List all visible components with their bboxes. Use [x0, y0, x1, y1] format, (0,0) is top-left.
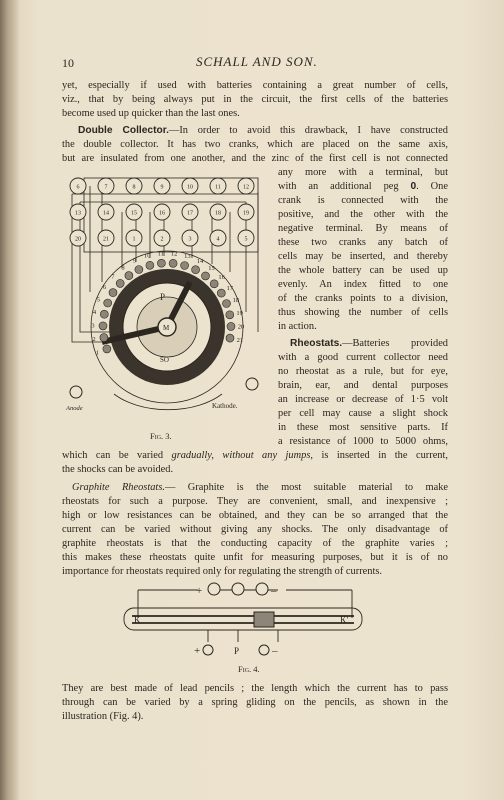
dc-right-line: of the cranks points to a division,	[278, 293, 448, 304]
rheostats-text-c: , is inserted in the current,	[310, 450, 448, 461]
dial-contact-stud	[125, 272, 133, 280]
dial-number: 13	[184, 252, 191, 260]
closing-line: They are best made of lead pencils ; the length which the current has to pass	[62, 683, 448, 694]
dc-right-line: thus showing the number of cells	[278, 307, 448, 318]
dial-number: 3	[91, 322, 95, 330]
dial-number: 14	[196, 257, 204, 265]
battery-cell-label: 2	[160, 236, 164, 243]
fig3-label-kathode: Kathode.	[212, 402, 238, 410]
dial-number: 16	[218, 274, 225, 281]
fig4-label-minus-top: –	[271, 585, 277, 597]
fig4-label-plus-top: +	[196, 585, 203, 597]
dial-contact-stud	[100, 310, 108, 318]
dial-contact-stud	[223, 300, 231, 308]
dial-number: 11	[157, 250, 164, 258]
double-collector-line2: the double collector. It has two cranks, which are placed on the same axis,	[62, 139, 448, 150]
rh-right-line: a resistance of 1000 to 5000 ohms,	[278, 436, 448, 447]
rheostats-text-italic: gradually, without any jumps	[171, 450, 311, 461]
dial-number: 10	[143, 252, 151, 260]
battery-cell-label: 13	[75, 210, 81, 217]
dial-contact-stud	[181, 262, 189, 270]
dial-contact-stud	[116, 279, 124, 287]
battery-cell-label: 20	[75, 236, 81, 243]
dial-number: 12	[170, 250, 178, 258]
battery-cell-label: 9	[160, 184, 164, 191]
graphite-heading: Graphite Rheostats.	[72, 482, 165, 493]
battery-cell-label: 12	[243, 184, 249, 191]
battery-cell-label: 16	[159, 210, 165, 217]
battery-cell-label: 19	[243, 210, 249, 217]
para1-line3: become used up quicker than the last ones.	[62, 108, 240, 119]
dial-contact-stud	[192, 266, 200, 274]
dc-peg-label: 0	[410, 181, 417, 192]
dial-number: 5	[96, 296, 101, 304]
rh-right-line: per cell may cause a slight shock	[278, 408, 448, 419]
sliding-spring	[254, 612, 274, 627]
graphite-line: importance for rheostats required only for regulating the strength of currents.	[62, 566, 382, 577]
battery-cell-label: 6	[76, 184, 80, 191]
battery-cell-label: 11	[215, 184, 221, 191]
dc-right-line: in action.	[278, 321, 317, 332]
double-collector-line1-text: —In order to avoid this drawback, I have constructed	[168, 125, 448, 136]
figure4-caption: Fig. 4.	[238, 664, 260, 674]
double-collector-line1	[62, 124, 448, 138]
battery-cell-label: 15	[131, 210, 137, 217]
double-collector-heading: Double Collector.	[78, 125, 169, 136]
dc-peg-suffix: . One	[416, 181, 448, 192]
dial-contact-stud	[226, 334, 234, 342]
dial-contact-stud	[100, 334, 108, 342]
dial-number: 2	[92, 336, 96, 344]
figure4-graphite-rheostat-illustration	[118, 578, 368, 662]
dc-peg-text: with an additional peg	[278, 181, 399, 192]
battery-cell-label: 5	[244, 236, 248, 243]
dc-right-line: negative terminal. By means of	[278, 223, 448, 234]
dial-contact-stud	[104, 299, 112, 307]
top-terminal-3	[256, 583, 268, 595]
closing-line: through can be varied by a spring gliding on the pencils, as shown in the	[62, 697, 448, 708]
graphite-line: graphite rheostats is that the conducting capacity of the graphite varies ;	[62, 538, 448, 549]
dc-right-line: evenly. An index fitted to one	[278, 279, 448, 290]
dial-number: 15	[208, 264, 215, 272]
fig3-label-p: P	[160, 292, 166, 302]
fig4-label-k-prime: K'	[340, 615, 349, 625]
dial-contact-stud	[146, 261, 154, 269]
battery-cell-label: 3	[188, 236, 192, 243]
dial-contact-stud	[135, 266, 143, 274]
battery-cell-label: 18	[215, 210, 221, 217]
graphite-line: high or low resistances can be obtained, and they can be so arranged that the	[62, 510, 448, 521]
rheostats-line1	[278, 337, 448, 351]
para1-line1: yet, especially if used with batteries containing a great number of cells,	[62, 80, 448, 91]
figure3-caption: Fig. 3.	[150, 431, 172, 441]
rheostats-full-line1	[62, 449, 448, 463]
figure3-double-collector-illustration	[62, 172, 272, 427]
kathode-terminal	[246, 378, 258, 390]
dc-right-line: positive, and the other with the	[278, 209, 448, 220]
dial-contact-stud	[169, 259, 177, 267]
dial-number: 6	[102, 284, 107, 292]
para1-line2: viz., that by being always put in the circuit, the first cells of the batteries	[62, 94, 448, 105]
graphite-line: rheostats for such a purpose. They are convenient, small, and inexpensive ;	[62, 496, 448, 507]
dial-number: 4	[92, 309, 97, 317]
dial-number: 20	[237, 323, 245, 331]
dial-number: 9	[132, 257, 137, 265]
anode-terminal	[70, 386, 82, 398]
dc-right-line: crank is connected with the	[278, 195, 448, 206]
rheostats-full-line2: the shocks can be avoided.	[62, 464, 174, 475]
dc-right-line: any more with a terminal, but	[278, 167, 448, 178]
double-collector-line3: but are insulated from one another, and the zinc of the first cell is not connected	[62, 153, 448, 164]
rh-right-line: with a good current collector need	[278, 352, 448, 363]
dial-contact-stud	[227, 322, 235, 330]
rh-right-line: an increase or decrease of 1·5 volt	[278, 394, 448, 405]
dial-number: 19	[236, 309, 243, 317]
dial-contact-stud	[103, 345, 111, 353]
rh-right-line: brain, ear, and dental purposes	[278, 380, 448, 391]
rheostats-heading: Rheostats.	[290, 338, 343, 349]
dial-number: 21	[236, 336, 244, 344]
battery-cell-label: 7	[104, 184, 108, 191]
fig4-label-minus-bottom: –	[272, 645, 278, 657]
battery-cell-label: 4	[216, 236, 220, 243]
battery-cell-label: 21	[103, 236, 109, 243]
dial-contact-stud	[217, 289, 225, 297]
rheostats-text-a: which can be varied	[62, 450, 164, 461]
dial-contact-stud	[210, 280, 218, 288]
battery-cell-label: 14	[103, 210, 109, 217]
graphite-line: this makes these rheostats quite unfit for measuring purposes, but it is of no	[62, 552, 448, 563]
closing-line: illustration (Fig. 4).	[62, 711, 144, 722]
dial-contact-stud	[99, 322, 107, 330]
fig3-label-m: M	[163, 324, 170, 332]
running-head: SCHALL AND SON.	[196, 54, 318, 69]
bottom-terminal-plus	[203, 645, 213, 655]
fig3-label-anode: Anode	[66, 405, 83, 412]
battery-cell-label: 8	[132, 184, 136, 191]
rheostats-line1-text: —Batteries provided	[342, 338, 448, 349]
top-terminal-1	[208, 583, 220, 595]
dial-number: 18	[232, 296, 240, 304]
dial-contact-stud	[109, 289, 117, 297]
page-number: 10	[62, 56, 74, 70]
dc-right-line: these two cranks any batch of	[278, 237, 448, 248]
bottom-terminal-minus	[259, 645, 269, 655]
battery-cell-label: 10	[187, 184, 193, 191]
dial-number: 17	[226, 284, 234, 292]
dial-number: 1	[95, 349, 100, 357]
graphite-line1-text: — Graphite is the most suitable material to make	[164, 482, 449, 493]
battery-cell-label: 17	[187, 210, 193, 217]
rh-right-line: in these most sensitive parts. If	[278, 422, 448, 433]
fig4-label-k: K	[134, 615, 141, 625]
fig4-label-plus-bottom: +	[194, 645, 201, 657]
dial-number: 8	[121, 264, 125, 272]
battery-cell-label: 1	[132, 236, 136, 243]
rh-right-line: no rheostat as a rule, but for eye,	[278, 366, 448, 377]
dc-right-line: cells may be inserted, and thereby	[278, 251, 448, 262]
fig4-label-p: P	[234, 646, 240, 656]
dial-contact-stud	[202, 272, 210, 280]
dial-contact-stud	[226, 311, 234, 319]
dial-number: 7	[111, 273, 115, 281]
graphite-line1	[62, 481, 448, 495]
dial-contact-stud	[157, 259, 165, 267]
dc-right-line: the whole battery can be used up	[278, 265, 448, 276]
top-terminal-2	[232, 583, 244, 595]
fig3-label-so: SO	[160, 356, 169, 364]
dc-right-line-peg	[278, 180, 448, 194]
graphite-line: current can be varied without giving any shocks. The only disadvantage of	[62, 524, 448, 535]
